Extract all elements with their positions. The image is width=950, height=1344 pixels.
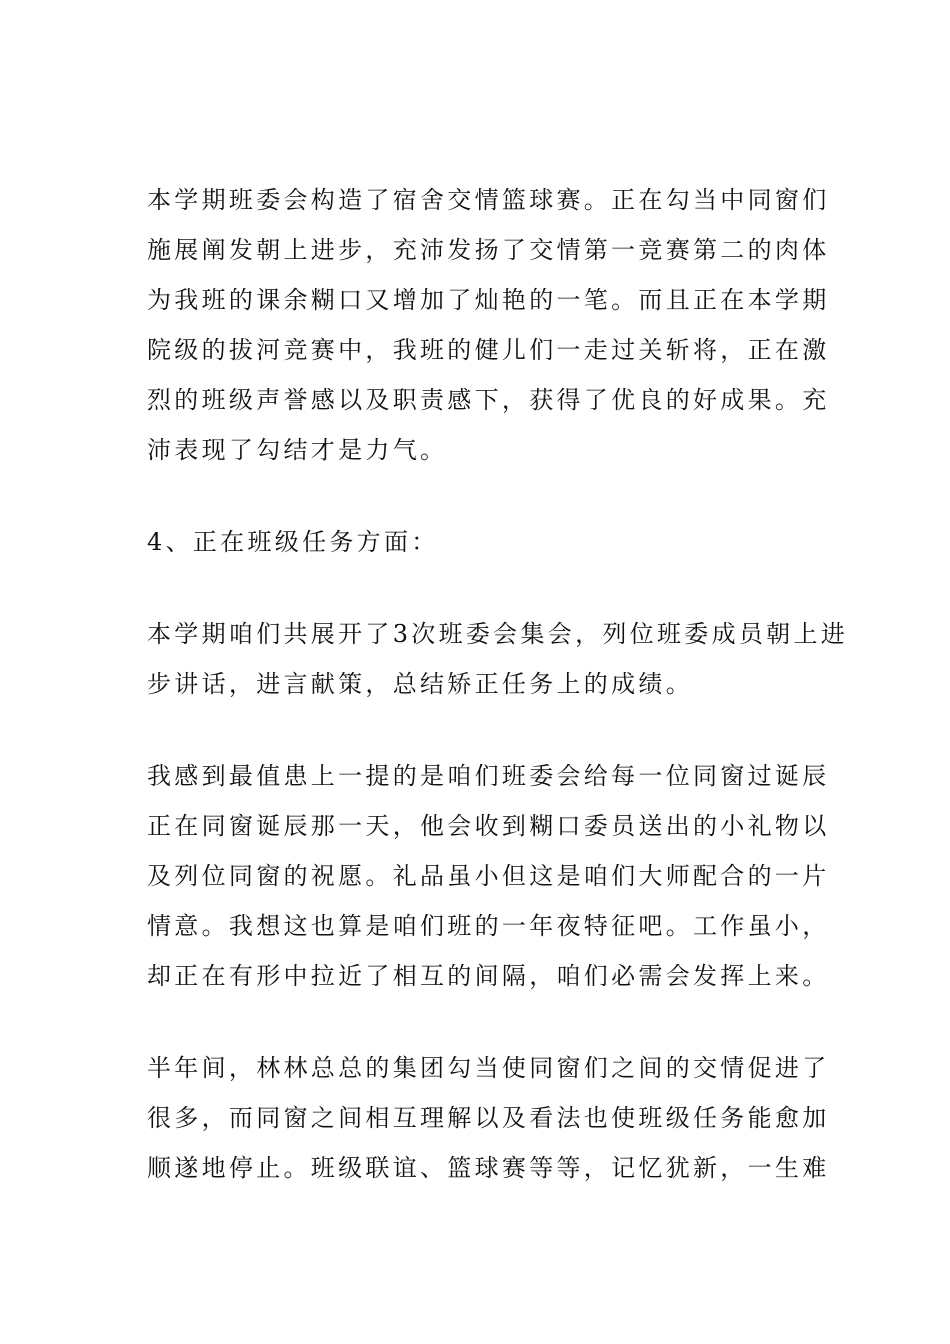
text-line: 院级的拔河竞赛中，我班的健儿们一走过关斩将，正在激 xyxy=(147,336,830,364)
text-line: 半年间，林林总总的集团勾当使同窗们之间的交情促进了 xyxy=(147,1054,830,1082)
paragraph-meetings xyxy=(147,609,849,709)
text-line: 却正在有形中拉近了相互的间隔，咱们必需会发挥上来。 xyxy=(147,962,830,990)
text-line: 4、正在班级任务方面： xyxy=(147,528,439,556)
paragraph-birthdays xyxy=(147,751,830,1001)
paragraph-summary xyxy=(147,1043,830,1193)
text-line: 为我班的课余糊口又增加了灿艳的一笔。而且正在本学期 xyxy=(147,286,830,314)
text-line: 本学期咱们共展开了3次班委会集会，列位班委成员朝上进 xyxy=(147,620,849,648)
document-body xyxy=(147,175,849,1235)
text-line: 正在同窗诞辰那一天，他会收到糊口委员送出的小礼物以 xyxy=(147,812,830,840)
text-line: 步讲话，进言献策，总结矫正任务上的成绩。 xyxy=(147,670,693,698)
text-line: 情意。我想这也算是咱们班的一年夜特征吧。工作虽小， xyxy=(147,912,830,940)
text-line: 烈的班级声誉感以及职责感下，获得了优良的好成果。充 xyxy=(147,386,830,414)
text-line: 我感到最值患上一提的是咱们班委会给每一位同窗过诞辰 xyxy=(147,762,830,790)
text-line: 顺遂地停止。班级联谊、篮球赛等等，记忆犹新，一生难 xyxy=(147,1154,830,1182)
text-line: 沛表现了勾结才是力气。 xyxy=(147,436,448,464)
section-heading xyxy=(147,517,809,567)
text-line: 本学期班委会构造了宿舍交情篮球赛。正在勾当中同窗们 xyxy=(147,186,830,214)
paragraph-activities xyxy=(147,175,830,475)
text-line: 很多，而同窗之间相互理解以及看法也使班级任务能愈加 xyxy=(147,1104,830,1132)
text-line: 施展阐发朝上进步，充沛发扬了交情第一竞赛第二的肉体 xyxy=(147,236,830,264)
text-line: 及列位同窗的祝愿。礼品虽小但这是咱们大师配合的一片 xyxy=(147,862,830,890)
